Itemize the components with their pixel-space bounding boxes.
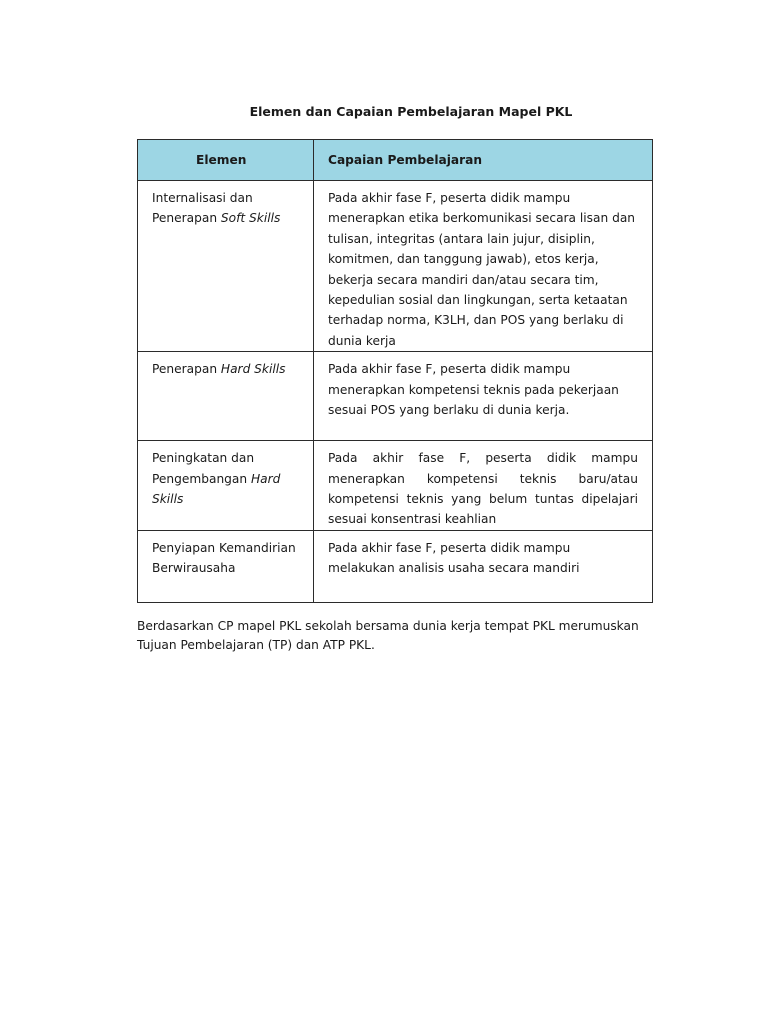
cell-elemen <box>138 181 314 352</box>
cell-elemen <box>138 530 314 602</box>
elemen-text: Penerapan <box>152 362 221 377</box>
table-row <box>138 530 653 602</box>
header-capaian: Capaian Pembelajaran <box>314 140 653 181</box>
capaian-table <box>137 139 653 603</box>
table-row <box>138 441 653 531</box>
elemen-text: Peningkatan dan Pengembangan <box>152 451 255 486</box>
elemen-italic-text: Hard Skills <box>152 471 281 507</box>
cell-capaian <box>314 530 653 602</box>
header-elemen: Elemen <box>138 140 314 181</box>
elemen-text: Internalisasi dan Penerapan <box>152 191 253 226</box>
cell-capaian <box>314 181 653 352</box>
elemen-italic-text: Hard Skills <box>220 362 286 377</box>
table-row <box>138 352 653 441</box>
capaian-text: Pada akhir fase F, peserta didik mampu menerapkan kompetensi teknis baru/atau kompetensi teknis yang belum tuntas dipelajari sesuai konsentrasi keahlian <box>328 451 638 527</box>
capaian-text: Pada akhir fase F, peserta didik mampu menerapkan kompetensi teknis pada pekerjaan sesuai POS yang berlaku di dunia kerja. <box>328 362 619 418</box>
cell-capaian <box>314 441 653 531</box>
table-row <box>138 181 653 352</box>
cell-elemen <box>138 352 314 441</box>
table-header <box>138 140 653 181</box>
table-header-row <box>138 140 653 181</box>
closing-paragraph: Berdasarkan CP mapel PKL sekolah bersama dunia kerja tempat PKL merumuskan Tujuan Pembelajaran (TP) dan ATP PKL. <box>137 619 639 652</box>
capaian-text: Pada akhir fase F, peserta didik mampu melakukan analisis usaha secara mandiri <box>328 540 580 576</box>
elemen-text: Penyiapan Kemandirian Berwirausaha <box>152 540 296 576</box>
elemen-italic-text: Soft Skills <box>220 211 281 226</box>
cell-elemen <box>138 441 314 531</box>
page-title: Elemen dan Capaian Pembelajaran Mapel PKL <box>249 104 573 119</box>
capaian-text: Pada akhir fase F, peserta didik mampu menerapkan etika berkomunikasi secara lisan dan tulisan, integritas (antara lain jujur, disiplin, komitmen, dan tanggung jawab), etos kerja, bekerja secara mandiri dan/atau secara tim, kepedulian sosial dan lingkungan, serta ketaatan terhadap norma, K3LH, dan POS yang berlaku di dunia kerja <box>328 191 636 348</box>
cell-capaian <box>314 352 653 441</box>
